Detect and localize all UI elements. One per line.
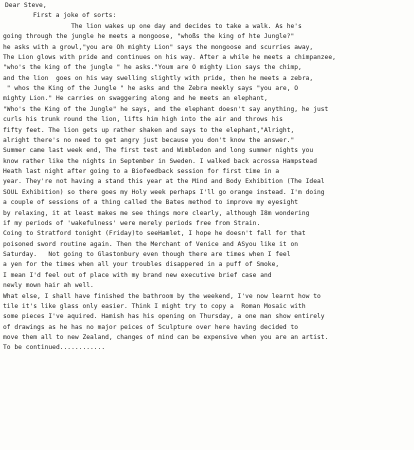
letter-line: Summer came last week end, The first test and Wimbledon and long summer nights you	[3, 147, 314, 155]
letter-intro-line: First a joke of sorts:	[33, 12, 117, 20]
letter-line: " whos the King of the Jungle " he asks and the Zebra meekly says "you are, O	[3, 85, 299, 92]
letter-line: curls his trunk round the lion, lifts him high into the air and throws his	[3, 116, 283, 124]
letter-line: mighty Lion." He carries on swaggering along and he meets an elephant,	[3, 95, 268, 103]
letter-line: The lion wakes up one day and decides to take a walk. As he's	[3, 22, 302, 30]
letter-line: he asks with a growl,"you are Oh mighty Lion" says the mongoose and scurries away,	[3, 43, 314, 51]
letter-line: a couple of sessions of a thing called the Bates method to improve my eyesight	[3, 199, 299, 207]
letter-closing-line: To be continued............	[3, 344, 106, 352]
letter-line: poisoned sword routine again. Then the Merchant of Venice and ASyou like it on	[3, 240, 299, 248]
letter-line: and the lion goes on his way swelling slightly with pride, then he meets a zebra,	[3, 74, 314, 82]
letter-line: newly mown hair ah well.	[3, 282, 94, 290]
letter-line: year. They're not having a stand this year at the Mind and Body Exhibition (The Ideal	[3, 178, 325, 186]
letter-line: What else, I shall have finished the bathroom by the weekend, I've now learnt how to	[3, 292, 321, 300]
letter-line: SOUL Exhibition) so there goes my Holy week perhaps I'll go orange instead. I'm doing	[3, 188, 325, 196]
letter-line: tile it's like glass only easier. Think I might try to copy a Roman Mosaic with	[3, 302, 306, 310]
letter-line: going through the jungle he meets a mongoose, "whoßs the king of hte Jungle?"	[3, 33, 295, 41]
letter-line: "who's the king of the jungle " he asks."Youm are O mighty Lion says the chimp,	[3, 64, 302, 72]
letter-line: a yen for the times when all your troubles disappered in a puff of Smoke,	[3, 261, 280, 269]
letter-line: "Who's the King of the Jungle" he says, and the elephant doesn't say anything, he just	[3, 105, 329, 113]
letter-line: fifty feet. The lion gets up rather shaken and says to the elephant,"Alright,	[3, 126, 295, 134]
letter-line: some pieces I've aquired. Hamish has his opening on Thursday, a one man show entirely	[3, 313, 325, 321]
letter-line: The Lion glows with pride and continues on his way. After a while he meets a chimpanzee,	[3, 53, 336, 61]
letter-line: know rather like the nights in September in Sweden. I walked back acrossa Hampstead	[3, 157, 317, 165]
letter-line: alright there's no need to get angry just because you don't know the answer."	[3, 136, 295, 144]
letter-line: move them all to new Zealand, changes of mind can be expensive when you are an artist.	[3, 334, 329, 341]
letter-line: if my periods of 'wakefulness' were merely periods free from Strain.	[3, 219, 261, 227]
letter-line: Saturday. Not going to Glastonbury even though there are times when I feel	[3, 251, 291, 258]
letter-line: of drawings as he has no major peices of Sculpture over here having decided to	[3, 323, 299, 331]
letter-line: Coing to Stratford tonight (Friday)to seeHamlet, I hope he doesn't fall for that	[3, 230, 306, 238]
letter-line: I mean I'd feel out of place with my brand new executive brief case and	[3, 271, 272, 279]
letter-greeting: Dear Steve,	[5, 2, 47, 9]
letter-line: Heath last night after going to a Biofeedback session for first time in a	[3, 168, 280, 175]
letter-line: by relaxing, it at least makes me see things more clearly, although I8m wondering	[3, 209, 310, 217]
